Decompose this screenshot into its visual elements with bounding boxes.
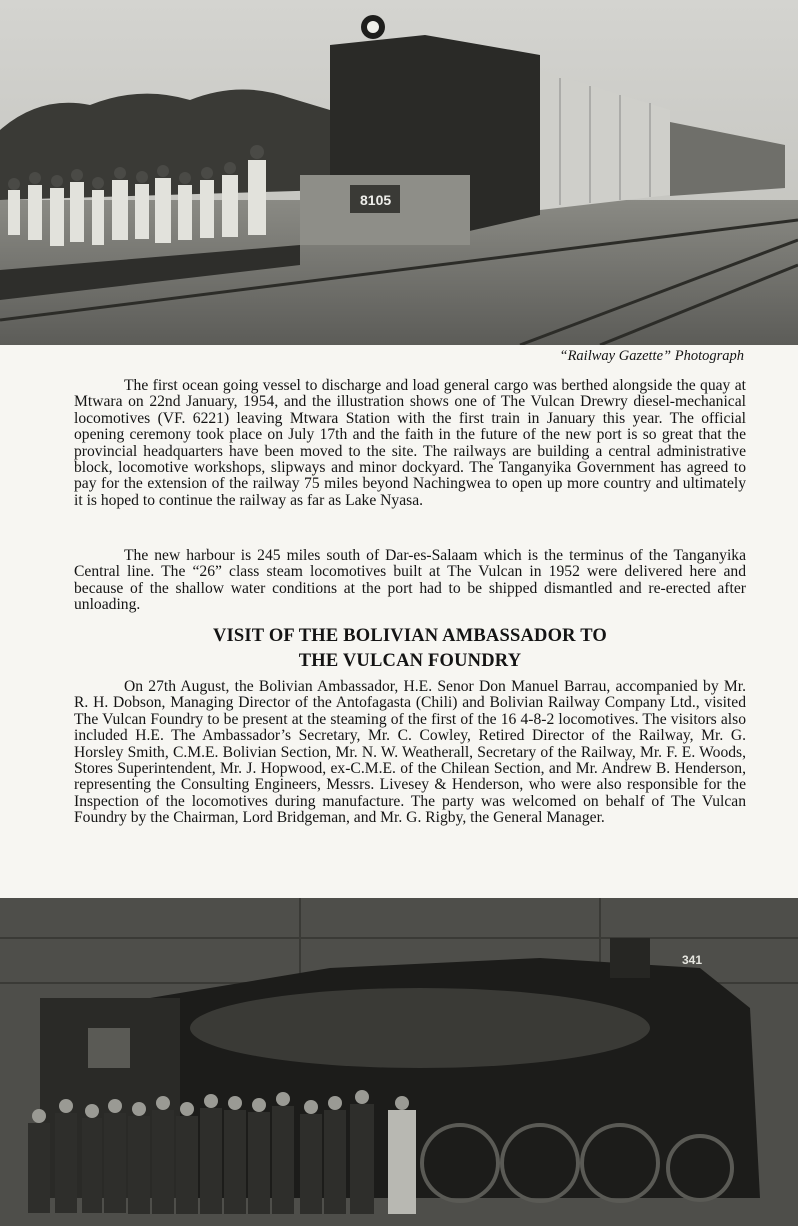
paragraph-text: On 27th August, the Bolivian Ambassador, H.E. Senor Don Manuel Barrau, accompanied by Mr. R. H. Dobson, Managing Director of the Antofagasta (Chili) and Bolivian Railway Company Ltd., visited The Vulcan Foundry to be present at the steaming of the first of the 16 4-8-2 locomotives. The visitors also included H.E. The Ambassador’s Secretary, Mr. C. Cowley, Retired Director of the Railway, Mr. G. Horsley Smith, C.M.E. Bolivian Section, Mr. N. W. Weatherall, Secretary of the Railway, Mr. F. E. Woods, Stores Superintendent, Mr. J. Hopwood, ex-C.M.E. of the Chilean Section, and Mr. Andrew B. Henderson, representing the Consulting Engineers, Messrs. Livesey & Henderson, who were also responsible for the Inspection of the locomotives during manufacture. The party was welcomed on behalf of The Vulcan Foundry by the Chairman, Lord Bridgeman, and Mr. G. Rigby, the General Manager. [74, 678, 746, 827]
photo-diesel-train-mtwara [0, 0, 798, 345]
steam-locomotive-photo-illustration [0, 898, 798, 1226]
heading-line-2: THE VULCAN FOUNDRY [298, 651, 522, 671]
article-paragraph-harbour [74, 548, 746, 614]
paragraph-text: The first ocean going vessel to discharge and load general cargo was berthed alongside the quay at Mtwara on 22nd January, 1954, and the illustration shows one of The Vulcan Drewry diesel-mechanical locomotives (VF. 6221) leaving Mtwara Station with the first train in January this year. The official opening ceremony took place on July 17th and the faith in the future of the new port is so great that the provincial headquarters have been moved to the site. The railways are building a central administrative block, locomotive workshops, slipways and minor dockyard. The Tanganyika Government has agreed to pay for the extension of the railway 75 miles beyond Nachingwea to open up more country and ultimately it is hoped to continue the railway as far as Lake Nyasa. [74, 377, 746, 509]
heading-line-1: VISIT OF THE BOLIVIAN AMBASSADOR TO [212, 626, 608, 646]
article-paragraph-mtwara [74, 378, 746, 509]
article-paragraph-visit [74, 679, 746, 827]
diesel-train-photo-illustration [0, 0, 798, 345]
paragraph-text: The new harbour is 245 miles south of Dar-es-Salaam which is the terminus of the Tanganyika Central line. The “26” class steam locomotives built at The Vulcan in 1952 were delivered here and because of the shallow water conditions at the port had to be shipped dismantled and re-erected after unloading. [74, 547, 746, 614]
section-heading [74, 624, 746, 674]
locomotive-number: 341 [682, 953, 703, 967]
locomotive-number: 8105 [360, 192, 392, 208]
photo-steam-locomotive-group [0, 898, 798, 1226]
photo-caption: “Railway Gazette” Photograph [559, 348, 744, 364]
